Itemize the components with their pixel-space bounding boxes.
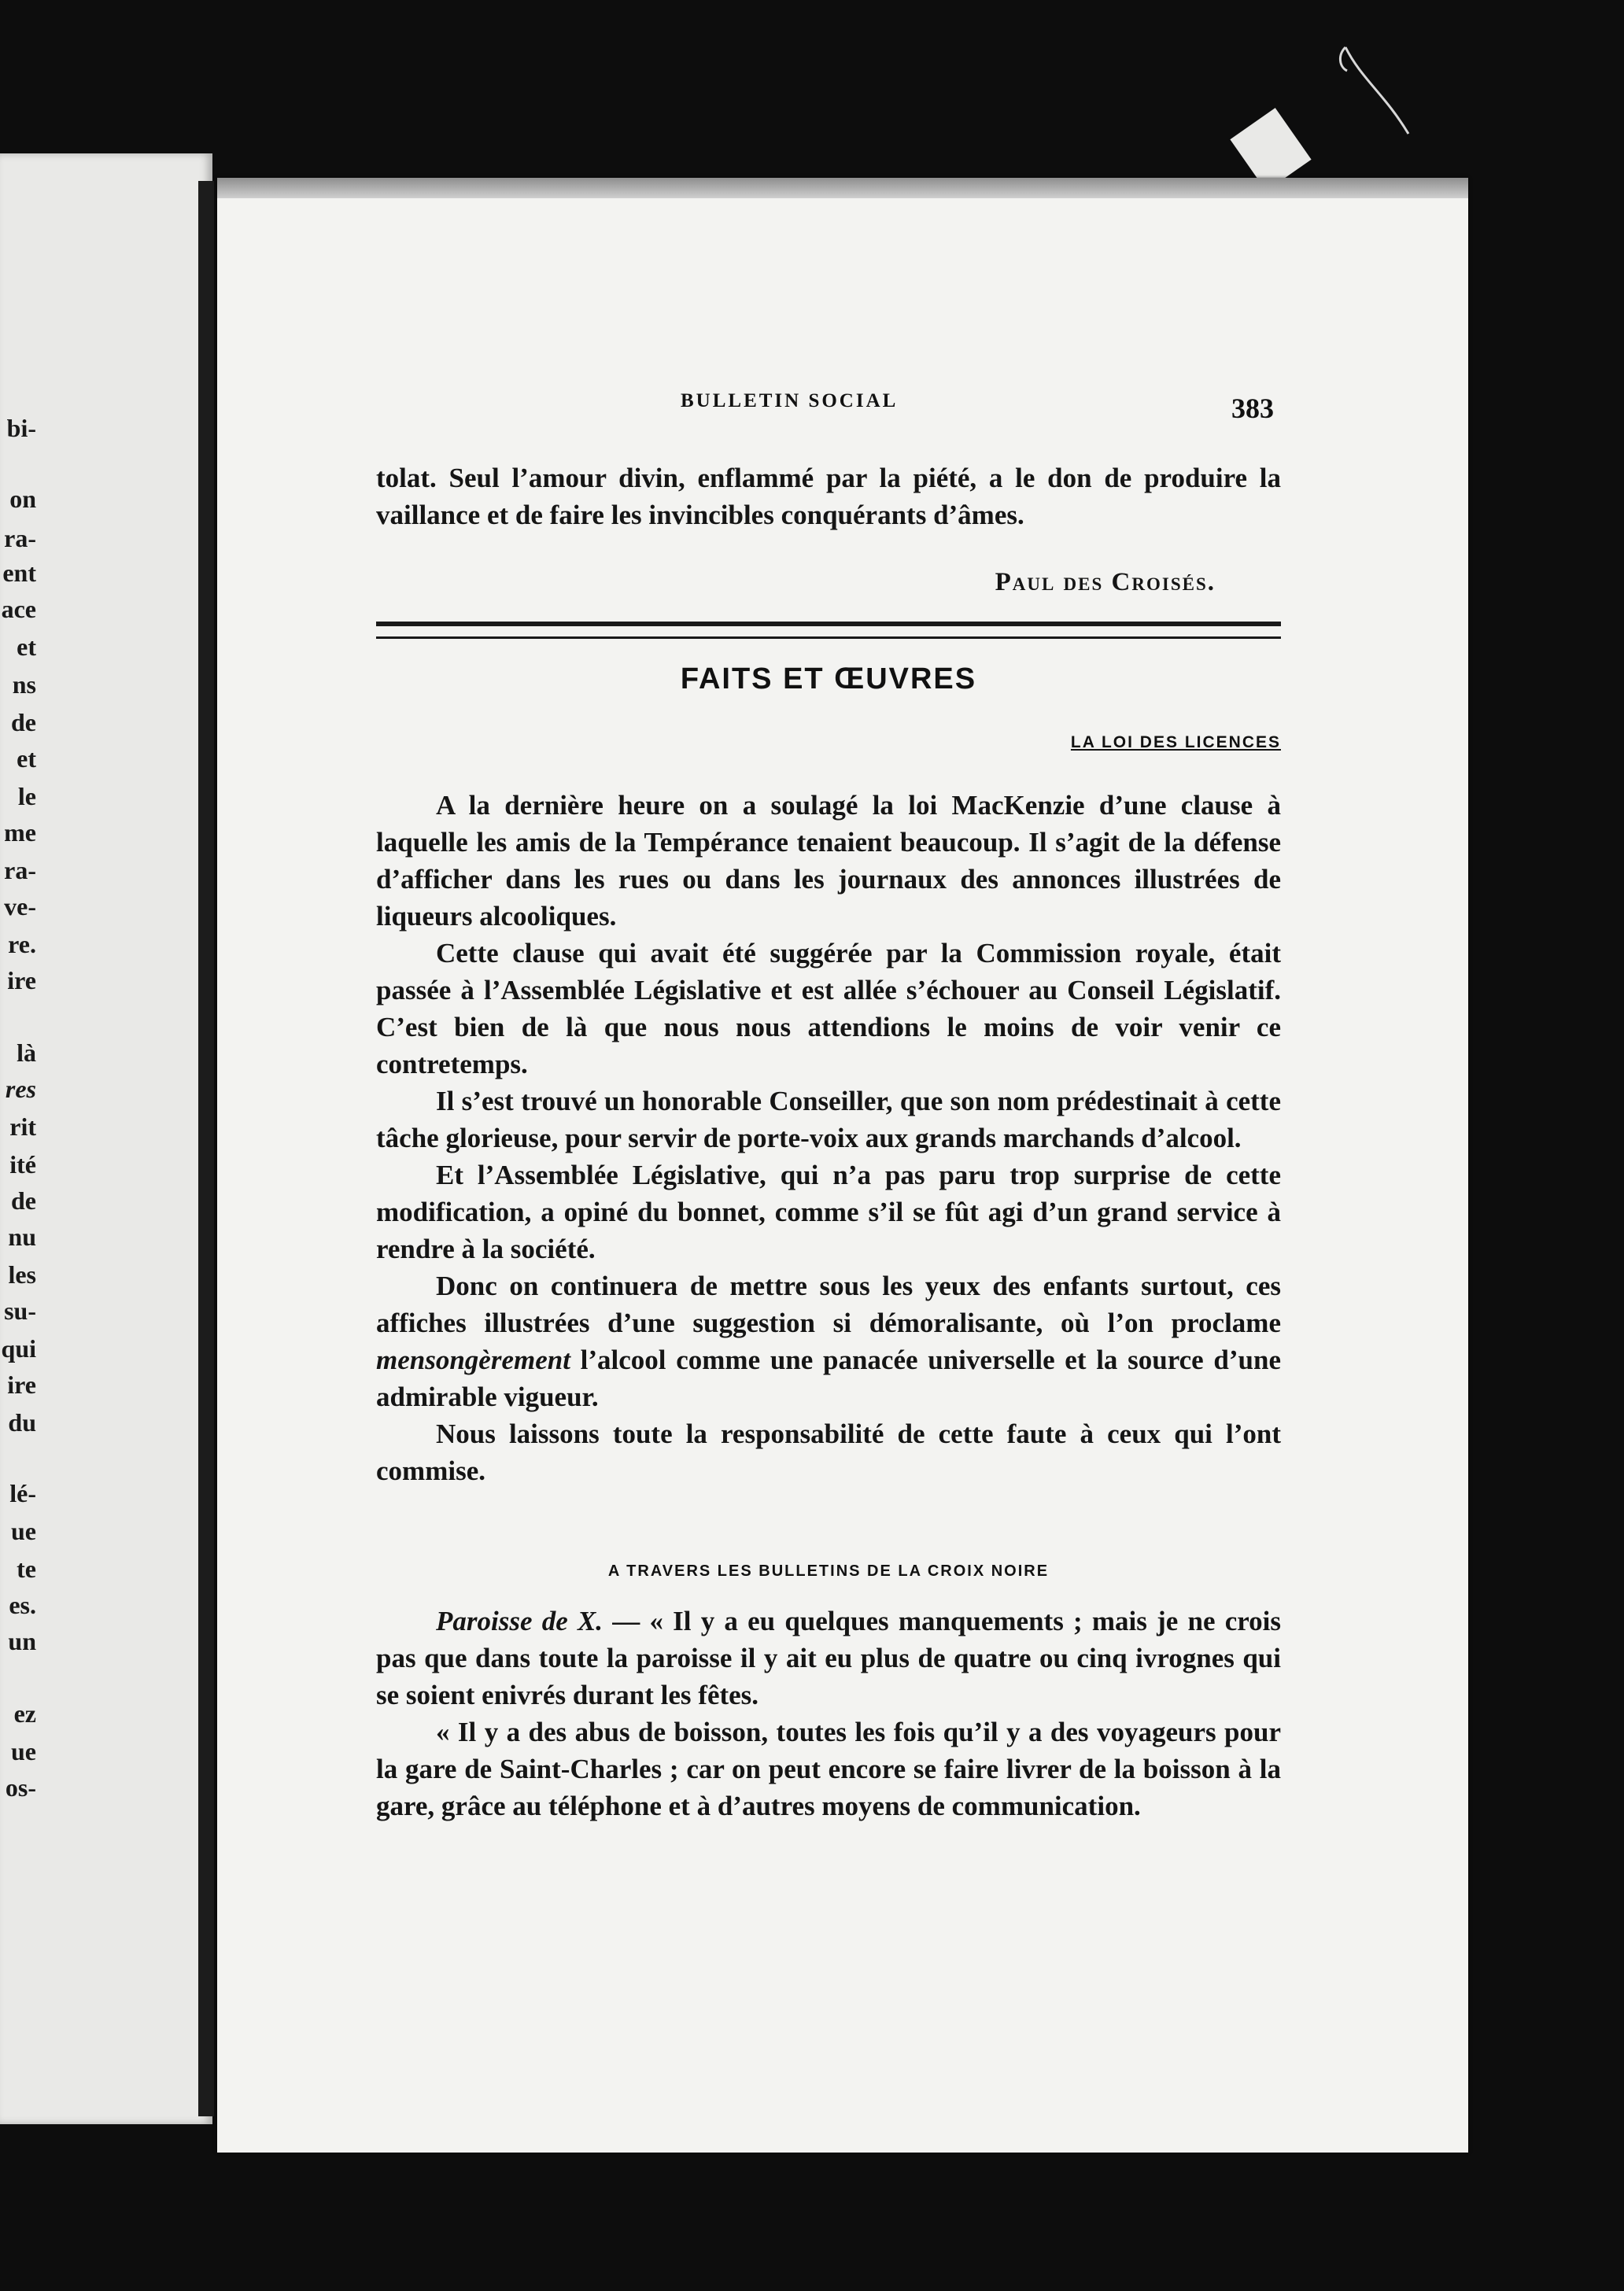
croix-noire-body — [376, 1603, 1281, 1824]
page-spine — [198, 181, 214, 2116]
section-rule-thick — [376, 622, 1281, 626]
left-page-fragment: un — [8, 1627, 36, 1655]
left-page-fragment: ra- — [4, 524, 36, 552]
paragraph: Nous laissons toute la responsabilité de cette faute à ceux qui l’ont commise. — [376, 1419, 1281, 1486]
subsection-title: LA LOI DES LICENCES — [1070, 733, 1281, 751]
left-page-fragment: le — [17, 782, 36, 810]
left-page-fragment: ent — [2, 559, 36, 587]
paragraph: Et l’Assemblée Législative, qui n’a pas paru trop surprise de cette modification, a opiné du bonnet, comme s’il se fût agi d’un grand service à rendre à la société. — [376, 1160, 1281, 1264]
left-page-fragment: et — [17, 744, 36, 773]
left-page-fragment: ra- — [4, 856, 36, 884]
section-rule-thin — [376, 636, 1281, 639]
left-page-fragment: les — [8, 1260, 36, 1289]
left-page-fragment: re. — [8, 930, 36, 958]
left-page-fragment: qui — [1, 1334, 36, 1363]
left-page-fragment: ve- — [4, 892, 36, 920]
left-page-fragment: ire — [7, 966, 36, 994]
left-page-fragment: de — [11, 708, 36, 736]
left-page-fragment: du — [8, 1408, 36, 1437]
paragraph: Cette clause qui avait été suggérée par la Commission royale, était passée à l’Assemblée Législative et est allée s’échouer au Conseil Législatif. C’est bien de là que nous nous attendions le moins de voir venir ce contretemps. — [376, 938, 1281, 1079]
left-page-fragment: os- — [5, 1773, 36, 1802]
paragraph — [376, 1267, 1281, 1415]
left-page-fragment: ité — [9, 1150, 36, 1179]
left-page-fragment: nu — [8, 1223, 36, 1251]
left-page-fragment: ace — [1, 595, 36, 623]
author-signature: Paul des Croisés. — [995, 568, 1216, 596]
left-page-fragment: res — [5, 1075, 36, 1103]
paragraph: « Il y a des abus de boisson, toutes les fois qu’il y a des voyageurs pour la gare de Saint-Charles ; car on peut encore se faire livrer de la boisson à la gare, grâce au téléphone et à d’autres moyens de communication. — [376, 1717, 1281, 1821]
left-page-fragment: ue — [11, 1517, 36, 1545]
paragraph-text: — « Il y a eu quelques manquements ; mais je ne crois pas que dans toute la paroisse il y ait eu plus de quatre ou cinq ivrognes qui se soient enivrés durant les fêtes. — [376, 1606, 1281, 1710]
left-page-fragment: ire — [7, 1371, 36, 1399]
left-page-fragment: et — [17, 633, 36, 661]
left-page-fragment: bi- — [6, 414, 36, 442]
opening-paragraph — [376, 459, 1281, 533]
page-top-edge — [217, 178, 1468, 198]
scratch-mark — [1330, 31, 1424, 142]
left-page-fragment: su- — [4, 1297, 36, 1325]
left-page-fragment: me — [4, 818, 36, 847]
emphasis-text: mensongèrement — [376, 1345, 570, 1375]
article-body — [376, 787, 1281, 1489]
paragraph-text: Donc on continuera de mettre sous les yeux des enfants surtout, ces affiches illustrées d’une suggestion si démoralisante, où l’on proclame — [376, 1271, 1281, 1338]
left-page — [0, 153, 212, 2124]
paragraph — [376, 1603, 1281, 1714]
left-page-fragment: rit — [9, 1112, 36, 1141]
emphasis-text: Paroisse de X. — [436, 1606, 603, 1636]
paragraph-text: l’alcool comme une panacée universelle et la source d’une admirable vigueur. — [376, 1345, 1281, 1412]
paragraph: A la dernière heure on a soulagé la loi MacKenzie d’une clause à laquelle les amis de la Tempérance tenaient beaucoup. Il s’agit de la défense d’afficher dans les rues ou dans les journaux des annonces illustrées de liqueurs alcooliques. — [376, 790, 1281, 932]
left-page-fragment: ue — [11, 1737, 36, 1765]
left-page-fragment: lé- — [9, 1479, 36, 1507]
left-page-fragment: te — [17, 1555, 36, 1583]
subsection-title-croix-noire: A TRAVERS LES BULLETINS DE LA CROIX NOIRE — [607, 1562, 1050, 1580]
section-title: FAITS ET ŒUVRES — [680, 662, 977, 695]
left-page-fragment: ns — [12, 670, 36, 699]
left-page-fragment: de — [11, 1186, 36, 1215]
running-head: BULLETIN SOCIAL — [681, 390, 899, 411]
left-page-fragment: là — [17, 1039, 36, 1067]
page-number: 383 — [1231, 393, 1274, 424]
paragraph: Il s’est trouvé un honorable Conseiller, que son nom prédestinait à cette tâche glorieuse, pour servir de porte-voix aux grands marchands d’alcool. — [376, 1086, 1281, 1153]
left-page-fragment: es. — [9, 1591, 36, 1619]
opening-paragraph-text: tolat. Seul l’amour divin, enflammé par la piété, a le don de produire la vaillance et de faire les invincibles conquérants d’âmes. — [376, 463, 1281, 530]
left-page-fragment: on — [9, 485, 36, 513]
left-page-fragment: ez — [13, 1699, 36, 1728]
